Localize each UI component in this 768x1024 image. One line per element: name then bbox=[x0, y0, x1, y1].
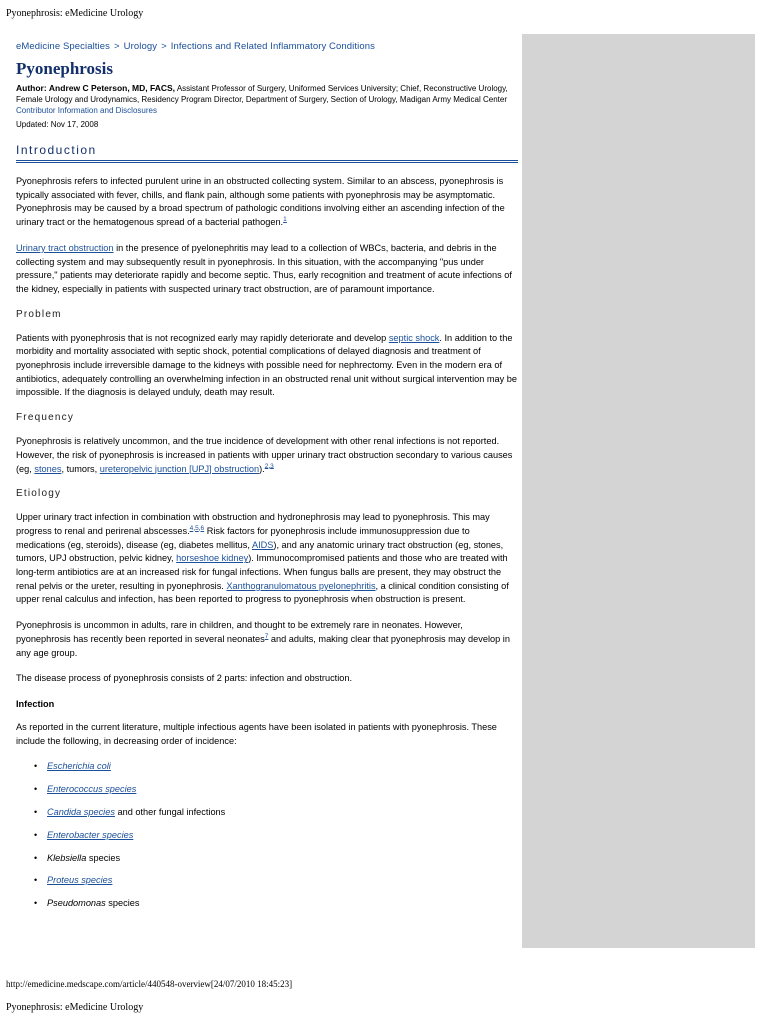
candida-link[interactable]: Candida species bbox=[47, 806, 115, 817]
pseudomonas-text: Pseudomonas bbox=[47, 898, 106, 909]
reference-separator: , bbox=[193, 524, 196, 532]
author-block bbox=[16, 83, 518, 105]
reference-link[interactable]: 6 bbox=[200, 524, 205, 532]
escherichia-coli-link[interactable]: Escherichia coli bbox=[47, 761, 111, 772]
problem-text: Patients with pyonephrosis that is not recognized early may rapidly deteriorate and develop bbox=[16, 332, 389, 343]
reference-link[interactable]: 4 bbox=[189, 524, 194, 532]
etiology-paragraph-3: The disease process of pyonephrosis consists of 2 parts: infection and obstruction. bbox=[16, 673, 353, 684]
print-header-title: Pyonephrosis: eMedicine Urology bbox=[6, 8, 144, 19]
intro-paragraph-2 bbox=[16, 242, 518, 297]
etiology-text: Upper urinary tract infection in combination with obstruction and hydronephrosis may lead to pyonephrosis. This may progress to renal and perirenal abscesses. bbox=[16, 512, 490, 536]
etiology-text: ). Immunocompromised patients and those who are treated with long-term antibiotics are at an increased risk for fungal infections. When fungus balls are present, they may obstruct the renal pelvis or the ureter, resulting in pyonephrosis. bbox=[16, 553, 508, 591]
etiology-paragraph-2 bbox=[16, 619, 518, 660]
section-heading-introduction: Introduction bbox=[16, 143, 518, 163]
print-footer-title: Pyonephrosis: eMedicine Urology bbox=[6, 1002, 144, 1013]
problem-paragraph bbox=[16, 332, 518, 401]
author-label: Author: bbox=[16, 83, 47, 93]
enterobacter-link[interactable]: Enterobacter species bbox=[47, 829, 134, 840]
proteus-link[interactable]: Proteus species bbox=[47, 875, 113, 886]
enterococcus-link[interactable]: Enterococcus species bbox=[47, 784, 137, 795]
breadcrumb-separator: > bbox=[113, 41, 120, 52]
etiology-text: and adults, making clear that pyonephrosis may develop in any age group. bbox=[16, 633, 510, 658]
frequency-text: ). bbox=[259, 463, 265, 474]
breadcrumb-urology[interactable]: Urology bbox=[123, 41, 158, 52]
infection-intro: As reported in the current literature, multiple infectious agents have been isolated in patients with pyonephrosis. These include the following, in decreasing order of incidence: bbox=[16, 721, 497, 746]
reference-separator: , bbox=[268, 462, 271, 470]
reference-link[interactable]: 7 bbox=[264, 632, 269, 640]
right-sidebar-panel bbox=[522, 34, 755, 948]
etiology-paragraph-1 bbox=[16, 511, 518, 607]
author-affiliation: Assistant Professor of Surgery, Uniformed Services University; Chief, Reconstructive Urology, Female Urology and Urodynamics, Residency Program Director, Department of Surgery, Section of Urology, Madigan Army Medical Center bbox=[16, 84, 508, 104]
contributor-disclosures-link[interactable]: Contributor Information and Disclosures bbox=[16, 106, 157, 115]
septic-shock-link[interactable]: septic shock bbox=[388, 332, 440, 343]
updated-date: Updated: Nov 17, 2008 bbox=[16, 120, 99, 129]
urinary-tract-obstruction-link[interactable]: Urinary tract obstruction bbox=[16, 242, 114, 253]
stones-link[interactable]: stones bbox=[34, 463, 62, 474]
list-item bbox=[16, 897, 518, 920]
section-heading-etiology: Etiology bbox=[16, 488, 62, 500]
etiology-text: Risk factors for pyonephrosis include immunosuppression due to medications (eg, steroids), disease (eg, diabetes mellitus, bbox=[16, 525, 470, 550]
frequency-text: Pyonephrosis is relatively uncommon, and the true incidence of development with other renal infections is not reported. However, the risk of pyonephrosis is increased in patients with upper urinary tract obstruction secondary to various causes (eg, bbox=[16, 436, 513, 474]
list-item bbox=[16, 760, 518, 783]
xanthogranulomatous-pyelonephritis-link[interactable]: Xanthogranulomatous pyelonephritis bbox=[226, 580, 376, 591]
section-heading-frequency: Frequency bbox=[16, 412, 75, 424]
reference-link[interactable]: 1 bbox=[283, 216, 287, 224]
list-item bbox=[16, 874, 518, 897]
article-content bbox=[16, 41, 518, 920]
page-title: Pyonephrosis bbox=[16, 59, 113, 78]
breadcrumb-infections[interactable]: Infections and Related Inflammatory Conditions bbox=[170, 41, 375, 52]
intro-paragraph-1 bbox=[16, 175, 518, 230]
problem-text: . In addition to the morbidity and mortality associated with septic shock, potential complications of delayed diagnosis and treatment of pyonephrosis include irreversible damage to the kidneys with possible need for nephrectomy. Even in the modern era of antibiotics, adequately controlling an overwhelming infection in an obstructed renal unit without surgical intervention may be impossible. If the diagnosis is delayed unduly, death may result. bbox=[16, 332, 518, 398]
breadcrumb-separator: > bbox=[161, 41, 167, 52]
aids-link[interactable]: AIDS bbox=[251, 539, 274, 550]
list-item bbox=[16, 829, 518, 852]
etiology-text: ), and any anatomic urinary tract obstruction (eg, stones, tumors, UPJ obstruction, pelvic kidney, bbox=[16, 539, 504, 564]
reference-link[interactable]: 3 bbox=[270, 462, 274, 470]
list-item-text: species bbox=[86, 852, 121, 863]
author-name: Andrew C Peterson, MD, FACS, bbox=[48, 83, 176, 93]
section-heading-infection: Infection bbox=[16, 698, 55, 709]
etiology-text: Pyonephrosis is uncommon in adults, rare in children, and thought to be extremely rare in neonates. However, pyonephrosis has recently been reported in several neonates bbox=[16, 620, 463, 644]
breadcrumb-specialties[interactable]: eMedicine Specialties bbox=[16, 41, 110, 52]
print-footer-url: http://emedicine.medscape.com/article/440548-overview[24/07/2010 18:45:23] bbox=[6, 979, 293, 989]
infectious-agents-list bbox=[16, 760, 518, 920]
horseshoe-kidney-link[interactable]: horseshoe kidney bbox=[176, 553, 249, 564]
etiology-text: , a clinical condition consisting of upper renal calculus and infection, has been reported to progress to pyonephrosis when obstruction is present. bbox=[16, 580, 509, 605]
list-item-text: species bbox=[105, 898, 140, 909]
upj-obstruction-link[interactable]: ureteropelvic junction [UPJ] obstruction bbox=[99, 463, 260, 474]
list-item-text: and other fungal infections bbox=[114, 806, 226, 817]
reference-link[interactable]: 5 bbox=[195, 524, 199, 532]
list-item bbox=[16, 852, 518, 875]
list-item bbox=[16, 783, 518, 806]
intro-p1-text: Pyonephrosis refers to infected purulent urine in an obstructed collecting system. Similar to an abscess, pyonephrosis is typically associated with fever, chills, and flank pain, although some patients with pyonephrosis may be asymptomatic. Pyonephrosis may be caused by a broad spectrum of pathologic conditions involving either an ascending infection of the urinary tract or the hematogenous spread of a bacterial pathogen. bbox=[16, 176, 505, 228]
reference-separator: , bbox=[198, 524, 201, 532]
reference-link[interactable]: 2 bbox=[264, 462, 269, 470]
klebsiella-text: Klebsiella bbox=[47, 852, 87, 863]
section-heading-problem: Problem bbox=[16, 308, 62, 320]
frequency-text: , tumors, bbox=[61, 463, 100, 474]
frequency-paragraph bbox=[16, 435, 518, 476]
list-item bbox=[16, 806, 518, 829]
breadcrumb bbox=[16, 41, 518, 55]
intro-p2-text: in the presence of pyelonephritis may lead to a collection of WBCs, bacteria, and debris in the collecting system and may subsequently result in pyonephrosis. In this situation, with the accompanying "pus under pressure," patients may deteriorate rapidly and become septic. Thus, early recognition and treatment of acute infections of the kidney, especially in patients with suspected urinary tract obstruction, are of paramount importance. bbox=[16, 242, 512, 294]
